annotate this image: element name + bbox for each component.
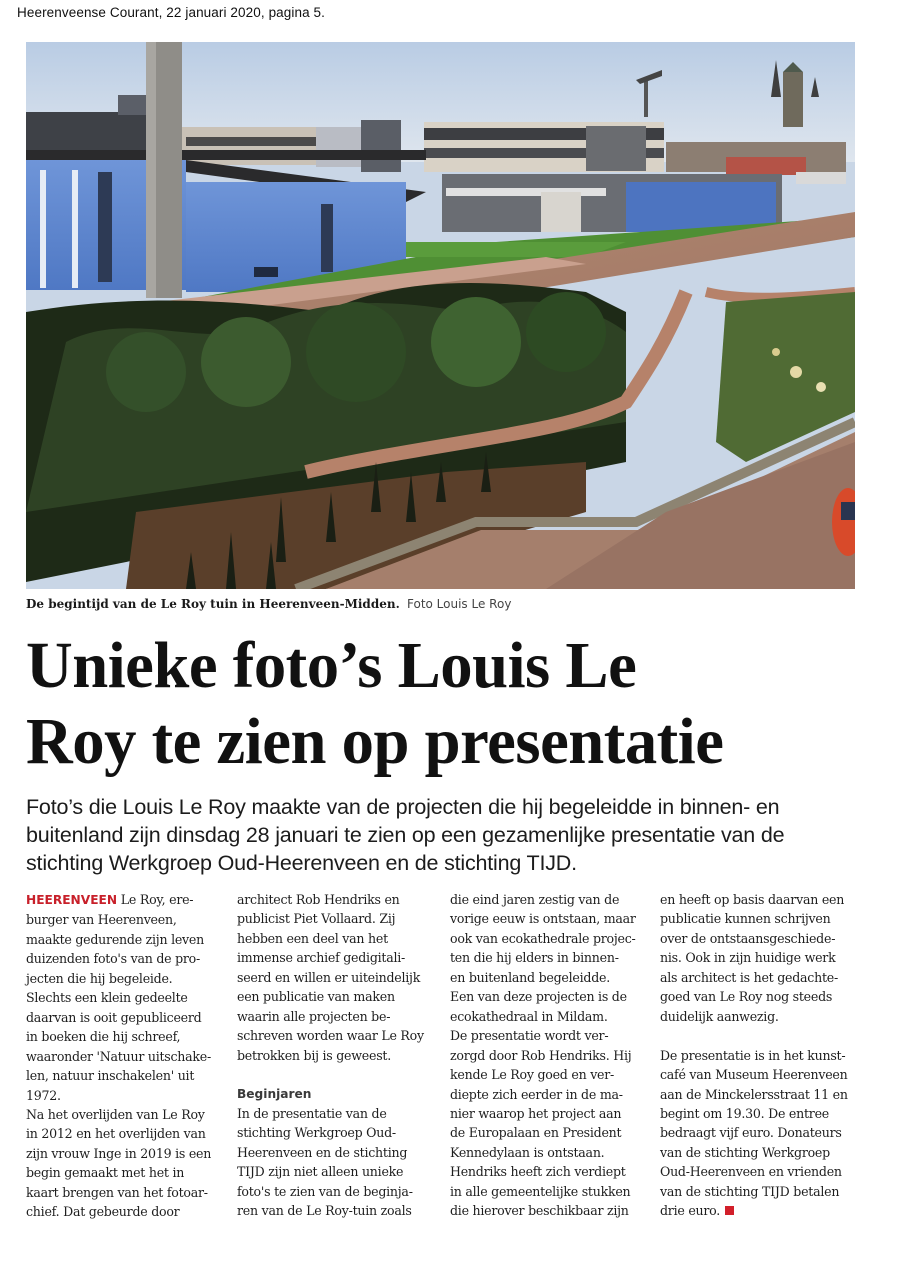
body-line: ten die hij elders in binnen- <box>450 950 619 966</box>
intro-paragraph <box>26 793 886 877</box>
body-line-last <box>660 1201 870 1220</box>
body-line: burger van Heerenveen, <box>26 912 177 928</box>
body-line: kende Le Roy goed en ver- <box>450 1067 615 1083</box>
body-column-1 <box>26 890 231 1222</box>
body-line: Slechts een klein gedeelte <box>26 990 188 1006</box>
garden-photo-illustration <box>26 42 855 589</box>
body-line: Kennedylaan is ontstaan. <box>450 1144 605 1160</box>
body-line: jecten die hij begeleide. <box>26 970 173 986</box>
body-line: betrokken bij is geweest. <box>237 1047 391 1063</box>
body-line: café van Museum Heerenveen <box>660 1067 848 1083</box>
body-line: De presentatie is in het kunst- <box>660 1047 846 1063</box>
body-column-4 <box>660 890 870 1221</box>
body-line: nier waarop het project aan <box>450 1105 622 1121</box>
body-line: in alle gemeentelijke stukken <box>450 1183 631 1199</box>
body-line: TIJD zijn niet alleen unieke <box>237 1164 404 1180</box>
headline <box>26 628 869 780</box>
body-line: over de ontstaansgeschiede- <box>660 930 836 946</box>
body-line: een publicatie van maken <box>237 989 395 1005</box>
body-line: die eind jaren zestig van de <box>450 892 620 907</box>
body-line: publicist Piet Vollaard. Zij <box>237 911 396 927</box>
body-text: Le Roy, ere- <box>117 892 194 907</box>
body-line: in boeken die hij schreef, <box>26 1029 181 1045</box>
body-line: diepte zich eerder in de ma- <box>450 1086 623 1102</box>
source-line: Heerenveense Courant, 22 januari 2020, pagina 5. <box>17 5 326 20</box>
body-text: drie euro. <box>660 1203 721 1219</box>
body-line: nis. Ook in zijn huidige werk <box>660 950 836 966</box>
article-photo <box>26 42 855 589</box>
body-line <box>26 890 231 910</box>
body-column-2 <box>237 890 442 1221</box>
body-line: de Europalaan en President <box>450 1125 622 1141</box>
dateline: HEERENVEEN <box>26 893 118 907</box>
body-line: die hierover beschikbaar zijn <box>450 1203 629 1219</box>
body-line: duidelijk aanwezig. <box>660 1008 779 1024</box>
body-line: duizenden foto's van de pro- <box>26 951 201 967</box>
body-line: foto's te zien van de beginja- <box>237 1183 413 1199</box>
paragraph-spacer <box>660 1026 870 1045</box>
caption-text: De begintijd van de Le Roy tuin in Heerenveen-Midden. <box>26 597 400 611</box>
body-line: en buitenland begeleidde. <box>450 969 610 985</box>
body-line: in 2012 en het overlijden van <box>26 1126 206 1142</box>
intro-line: Foto’s die Louis Le Roy maakte van de projecten die hij begeleidde in binnen- en <box>26 795 780 819</box>
end-of-article-square-icon <box>725 1206 734 1215</box>
body-line: schreven worden waar Le Roy <box>237 1028 424 1044</box>
body-line: 1972. <box>26 1087 61 1103</box>
body-line: ecokathedraal in Mildam. <box>450 1008 608 1024</box>
headline-line-1: Unieke foto’s Louis Le <box>26 629 637 702</box>
body-column-3 <box>450 890 655 1221</box>
body-line: als architect is het gedachte- <box>660 969 838 985</box>
photo-caption <box>26 596 511 612</box>
body-line: len, natuur inschakelen' uit <box>26 1068 195 1084</box>
body-line: architect Rob Hendriks en <box>237 892 400 907</box>
body-line: aan de Minckelersstraat 11 en <box>660 1086 848 1102</box>
body-line: Oud-Heerenveen en vrienden <box>660 1164 842 1180</box>
body-line: waaronder 'Natuur uitschake- <box>26 1048 212 1064</box>
intro-line: buitenland zijn dinsdag 28 januari te zien op een gezamenlijke presentatie van de <box>26 823 785 847</box>
body-line: vorige eeuw is ontstaan, maar <box>450 911 636 927</box>
body-line: waarin alle projecten be- <box>237 1008 391 1024</box>
body-line: kaart brengen van het fotoar- <box>26 1184 208 1200</box>
body-line: seerd en willen er uiteindelijk <box>237 969 421 985</box>
paragraph-spacer <box>237 1065 442 1084</box>
headline-line-2: Roy te zien op presentatie <box>26 705 724 778</box>
body-line: Een van deze projecten is de <box>450 989 627 1005</box>
body-line: van de stichting Werkgroep <box>660 1144 830 1160</box>
subhead: Beginjaren <box>237 1086 312 1101</box>
body-line: hebben een deel van het <box>237 930 388 946</box>
body-line: De presentatie wordt ver- <box>450 1028 609 1044</box>
body-line: publicatie kunnen schrijven <box>660 911 831 927</box>
body-line: ook van ecokathedrale projec- <box>450 930 636 946</box>
body-line: begint om 19.30. De entree <box>660 1105 829 1121</box>
article-body <box>26 890 866 1250</box>
body-line: Na het overlijden van Le Roy <box>26 1106 205 1122</box>
body-line: maakte gedurende zijn leven <box>26 931 204 947</box>
body-line: immense archief gedigitali- <box>237 950 406 966</box>
body-line: In de presentatie van de <box>237 1105 387 1121</box>
body-line: ren van de Le Roy-tuin zoals <box>237 1203 412 1219</box>
body-line: Hendriks heeft zich verdiept <box>450 1164 626 1180</box>
body-line: van de stichting TIJD betalen <box>660 1183 840 1199</box>
body-line: zorgd door Rob Hendriks. Hij <box>450 1047 632 1063</box>
body-line: bedraagt vijf euro. Donateurs <box>660 1125 842 1141</box>
body-line: stichting Werkgroep Oud- <box>237 1125 396 1141</box>
body-line: en heeft op basis daarvan een <box>660 892 845 907</box>
photo-credit: Foto Louis Le Roy <box>407 597 512 611</box>
intro-line: stichting Werkgroep Oud-Heerenveen en de stichting TIJD. <box>26 851 577 875</box>
body-line: Heerenveen en de stichting <box>237 1144 408 1160</box>
body-line: daarvan is ooit gepubliceerd <box>26 1009 202 1025</box>
body-line: begin gemaakt met het in <box>26 1165 185 1181</box>
body-line: chief. Dat gebeurde door <box>26 1204 180 1220</box>
body-line: goed van Le Roy nog steeds <box>660 989 833 1005</box>
body-line: zijn vrouw Inge in 2019 is een <box>26 1145 212 1161</box>
